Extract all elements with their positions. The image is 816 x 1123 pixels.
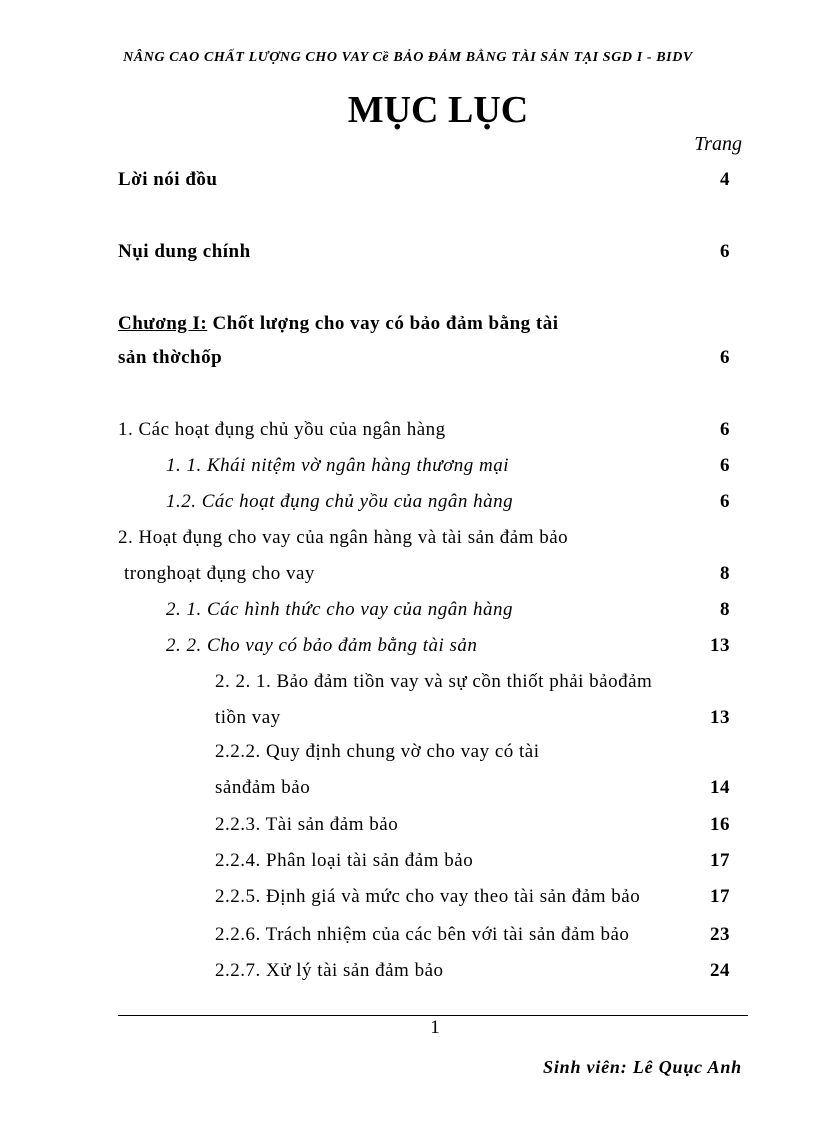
toc-entry-text: Lời nói đồu: [118, 169, 218, 190]
page-number: 1: [430, 1017, 440, 1038]
toc-entry[interactable]: [0, 814, 816, 838]
toc-entry-text: Chốt lượng cho vay có bảo đảm bằng tài: [207, 313, 559, 334]
chapter-label: Chương I:: [118, 313, 208, 334]
toc-entry[interactable]: [0, 563, 816, 587]
page-title: MỤC LỤC: [347, 89, 529, 131]
toc-entry-text: sản thờchốp: [118, 347, 223, 368]
toc-entry-page: 8: [720, 563, 730, 584]
toc-entry[interactable]: [0, 707, 816, 731]
toc-entry-text: 1. Các hoạt đụng chủ yồu của ngân hàng: [118, 419, 446, 440]
toc-entry-text: 2.2.7. Xử lý tài sản đảm bảo: [215, 960, 444, 981]
toc-entry-page: 17: [710, 850, 730, 871]
toc-entry-page: 6: [720, 455, 730, 476]
toc-entry[interactable]: [0, 635, 816, 659]
toc-entry-text: 2. 2. 1. Bảo đảm tiồn vay và sự cồn thiốt phải bảođảm: [215, 671, 653, 692]
toc-entry-page: 6: [720, 241, 730, 262]
toc-entry-text: 2.2.3. Tài sản đảm bảo: [215, 814, 399, 835]
toc-entry[interactable]: [0, 455, 816, 479]
toc-entry-page: 13: [710, 707, 730, 728]
page-column-label: Trang: [694, 133, 742, 155]
toc-entry-page: 8: [720, 599, 730, 620]
toc-entry[interactable]: [0, 886, 816, 910]
toc-entry[interactable]: [0, 777, 816, 801]
toc-entry[interactable]: [0, 671, 816, 695]
toc-entry[interactable]: [0, 241, 816, 265]
toc-entry[interactable]: [0, 419, 816, 443]
toc-entry-text: tronghoạt đụng cho vay: [124, 563, 315, 584]
toc-entry[interactable]: [0, 169, 816, 193]
toc-entry-page: 13: [710, 635, 730, 656]
toc-entry[interactable]: [0, 741, 816, 765]
toc-entry-text: 2.2.4. Phân loại tài sản đảm bảo: [215, 850, 474, 871]
toc-entry-page: 6: [720, 491, 730, 512]
toc-entry-text: 2. 1. Các hình thức cho vay của ngân hàng: [166, 599, 513, 620]
toc-entry[interactable]: [0, 347, 816, 371]
toc-entry-page: 24: [710, 960, 730, 981]
toc-entry-text: Nụi dung chính: [118, 241, 251, 262]
toc-entry-text: tiồn vay: [215, 707, 281, 728]
toc-entry-page: 14: [710, 777, 730, 798]
toc-entry[interactable]: [0, 527, 816, 551]
toc-entry-page: 16: [710, 814, 730, 835]
toc-entry-text: 2. 2. Cho vay có bảo đảm bằng tài sản: [166, 635, 478, 656]
toc-entry-page: 17: [710, 886, 730, 907]
toc-entry-page: 4: [720, 169, 730, 190]
toc-entry-text: 1.2. Các hoạt đụng chủ yồu của ngân hàng: [166, 491, 514, 512]
toc-entry-page: 6: [720, 347, 730, 368]
toc-entry[interactable]: [0, 924, 816, 948]
footer-divider: [118, 1015, 748, 1016]
toc-entry[interactable]: [0, 491, 816, 515]
toc-entry-text: 2. Hoạt đụng cho vay của ngân hàng và tài sản đảm bảo: [118, 527, 569, 548]
toc-entry-page: 6: [720, 419, 730, 440]
toc-entry-text: 2.2.5. Định giá và mức cho vay theo tài sản đảm bảo: [215, 886, 641, 907]
toc-entry[interactable]: [0, 850, 816, 874]
running-header: NÂNG CAO CHẤT LƯỢNG CHO VAY Cề BẢO ĐẢM BẰNG TÀI SẢN TẠI SGD I - BIDV: [123, 50, 693, 65]
toc-entry[interactable]: [0, 313, 816, 337]
author-signature: Sinh viên: Lê Quục Anh: [543, 1057, 742, 1077]
toc-entry-text: 1. 1. Khái nitệm vờ ngân hàng thương mại: [166, 455, 510, 476]
toc-entry[interactable]: [0, 599, 816, 623]
toc-entry-text: 2.2.6. Trách nhiệm của các bên với tài sản đảm bảo: [215, 924, 630, 945]
toc-entry-text: 2.2.2. Quy định chung vờ cho vay có tài: [215, 741, 540, 762]
toc-entry-page: 23: [710, 924, 730, 945]
toc-entry[interactable]: [0, 960, 816, 984]
toc-entry-text: sảnđảm bảo: [215, 777, 311, 798]
